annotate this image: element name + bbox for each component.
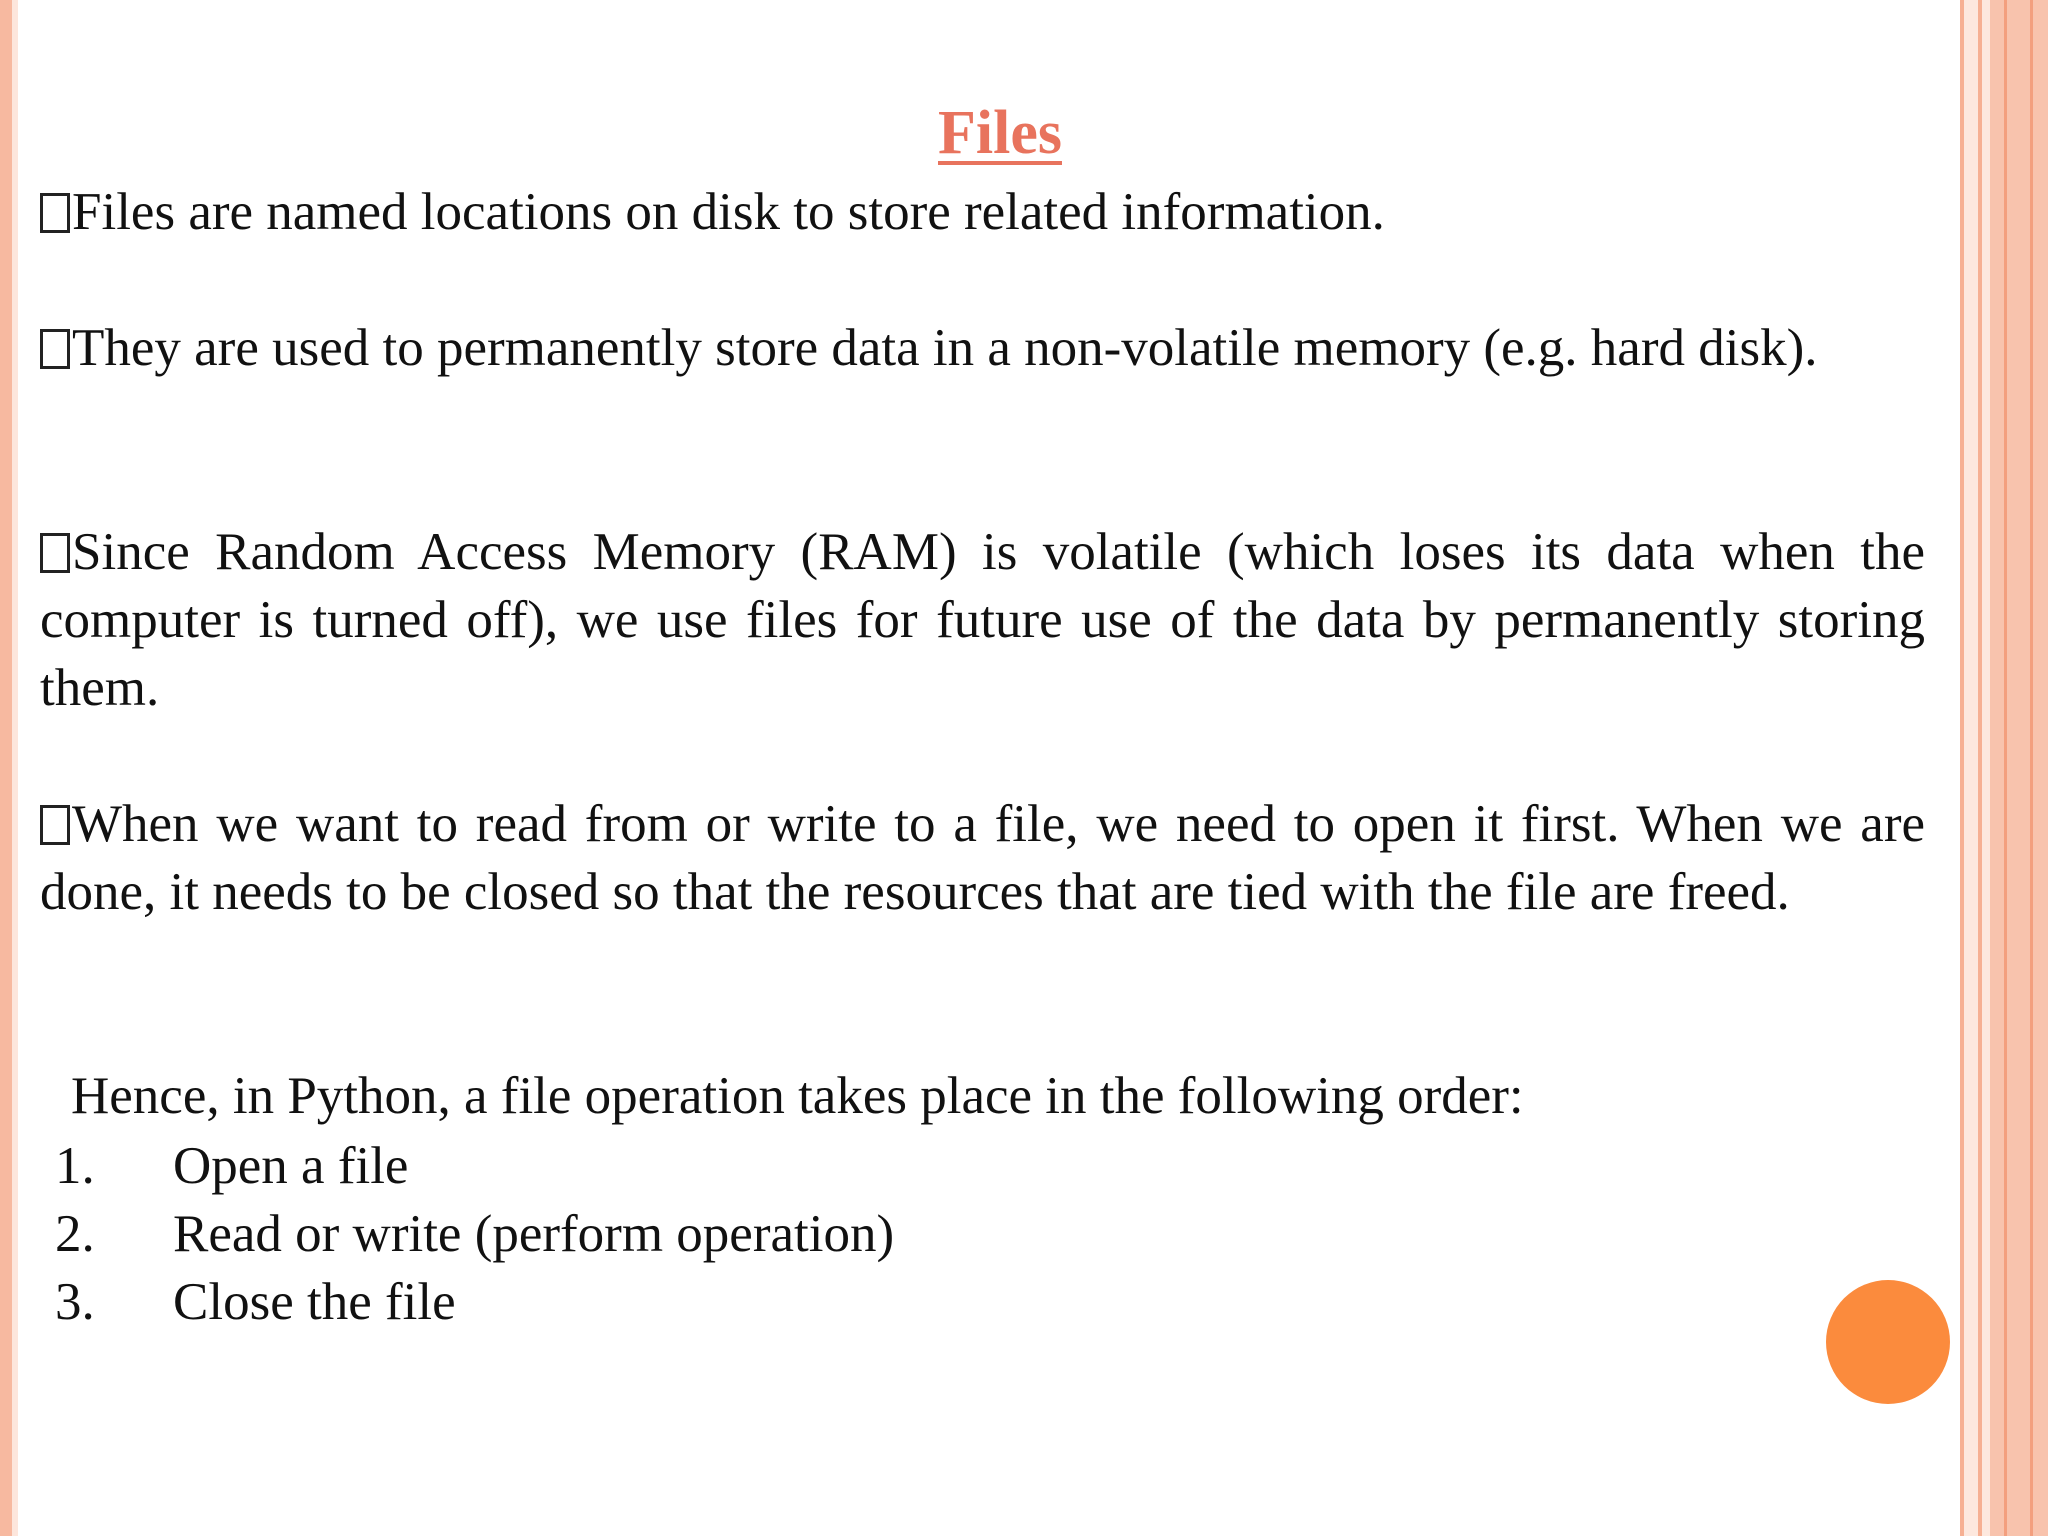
slide-title: Files [938, 99, 1062, 167]
step-text: Read or write (perform operation) [173, 1205, 895, 1263]
bullet-item [40, 314, 1925, 382]
bullet-text: They are used to permanently store data in a non-volatile memory (e.g. hard disk). [72, 319, 1818, 377]
step-text: Open a file [173, 1137, 409, 1195]
bullet-text: Files are named locations on disk to store related information. [72, 183, 1385, 241]
step-number: 1. [55, 1137, 95, 1195]
step-text: Close the file [173, 1273, 456, 1331]
missing-glyph-icon [40, 533, 70, 573]
missing-glyph-icon [40, 193, 70, 233]
left-border-stripe [0, 0, 12, 1536]
list-item [55, 1200, 894, 1268]
list-item [55, 1268, 894, 1336]
right-border-stripe [1982, 0, 1990, 1536]
bullet-item [40, 518, 1925, 722]
bullet-text: When we want to read from or write to a file, we need to open it first. When we are done, it needs to be closed so that the resources that are tied with the file are freed. [40, 795, 1925, 921]
order-intro: Hence, in Python, a file operation takes place in the following order: [71, 1067, 1524, 1125]
missing-glyph-icon [40, 805, 70, 845]
list-item [55, 1132, 894, 1200]
missing-glyph-icon [40, 329, 70, 369]
right-border-stripe [1964, 0, 1978, 1536]
bullet-item [40, 790, 1925, 926]
right-border-band [1990, 0, 2048, 1536]
bullet-text: Since Random Access Memory (RAM) is volatile (which loses its data when the computer is turned off), we use files for future use of the data by permanently storing them. [40, 523, 1925, 717]
bullet-item [40, 178, 1925, 246]
steps-list [55, 1132, 894, 1336]
right-border-line [2030, 0, 2033, 1536]
step-number: 2. [55, 1205, 95, 1263]
right-border-line [2004, 0, 2007, 1536]
left-border-stripe-inner [12, 0, 18, 1536]
step-number: 3. [55, 1273, 95, 1331]
orange-circle-decoration [1826, 1280, 1950, 1404]
